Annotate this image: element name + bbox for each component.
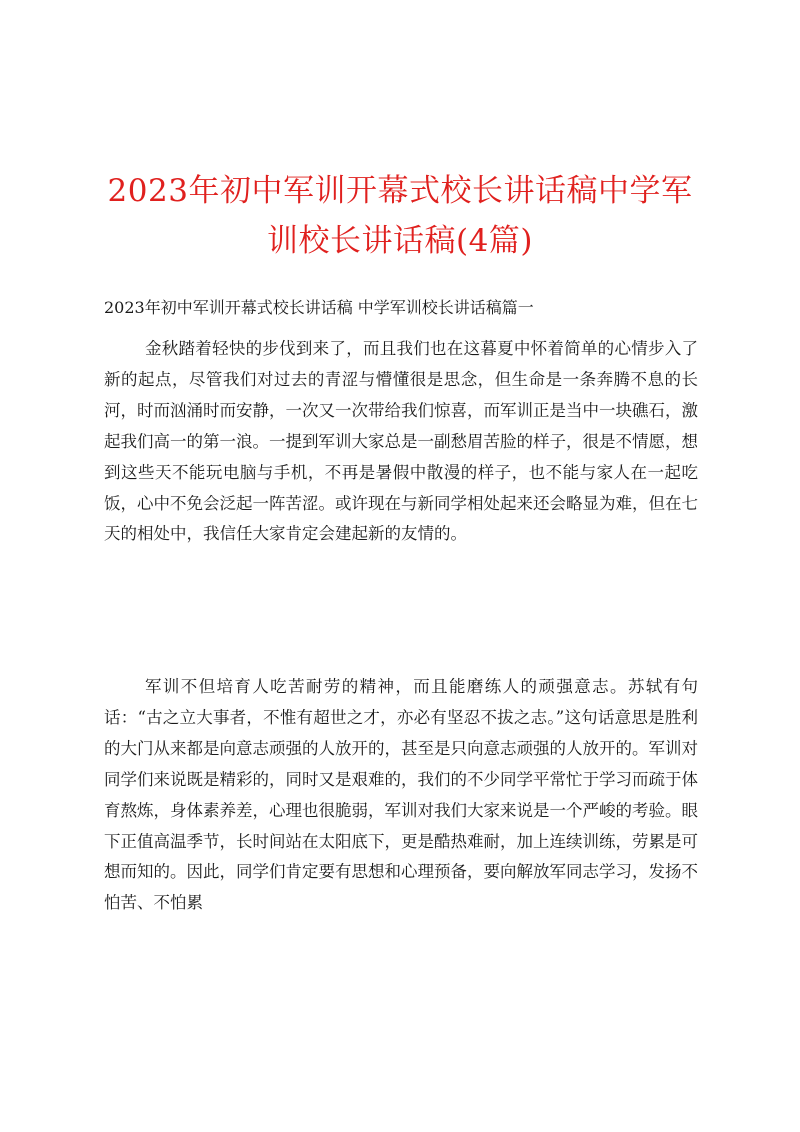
paragraph-1: 金秋踏着轻快的步伐到来了，而且我们也在这暮夏中怀着简单的心情步入了新的起点，尽管我们对过去的青涩与懵懂很是思念，但生命是一条奔腾不息的长河，时而汹涌时而安静，一次又一次带给我们惊喜，而军训正是当中一块礁石，激起我们高一的第一浪。一提到军训大家总是一副愁眉苦脸的样子，很是不情愿，想到这些天不能玩电脑与手机，不再是暑假中散漫的样子，也不能与家人在一起吃饭，心中不免会泛起一阵苦涩。或许现在与新同学相处起来还会略显为难，但在七天的相处中，我信任大家肯定会建起新的友情的。 bbox=[104, 339, 698, 544]
paragraph-2: 军训不但培育人吃苦耐劳的精神，而且能磨练人的顽强意志。苏轼有句话：“古之立大事者，不惟有超世之才，亦必有坚忍不拔之志。”这句话意思是胜利的大门从来都是向意志顽强的人放开的，甚至是只向意志顽强的人放开的。军训对同学们来说既是精彩的，同时又是艰难的，我们的不少同学平常忙于学习而疏于体育熬炼，身体素养差，心理也很脆弱，军训对我们大家来说是一个严峻的考验。眼下正值高温季节，长时间站在太阳底下，更是酷热难耐，加上连续训练，劳累是可想而知的。因此，同学们肯定要有思想和心理预备，要向解放军同志学习，发扬不怕苦、不怕累 bbox=[104, 677, 698, 913]
document-title: 2023年初中军训开幕式校长讲话稿中学军训校长讲话稿(4篇) bbox=[107, 173, 693, 259]
document-subtitle: 2023年初中军训开幕式校长讲话稿 中学军训校长讲话稿篇一 bbox=[104, 298, 534, 317]
